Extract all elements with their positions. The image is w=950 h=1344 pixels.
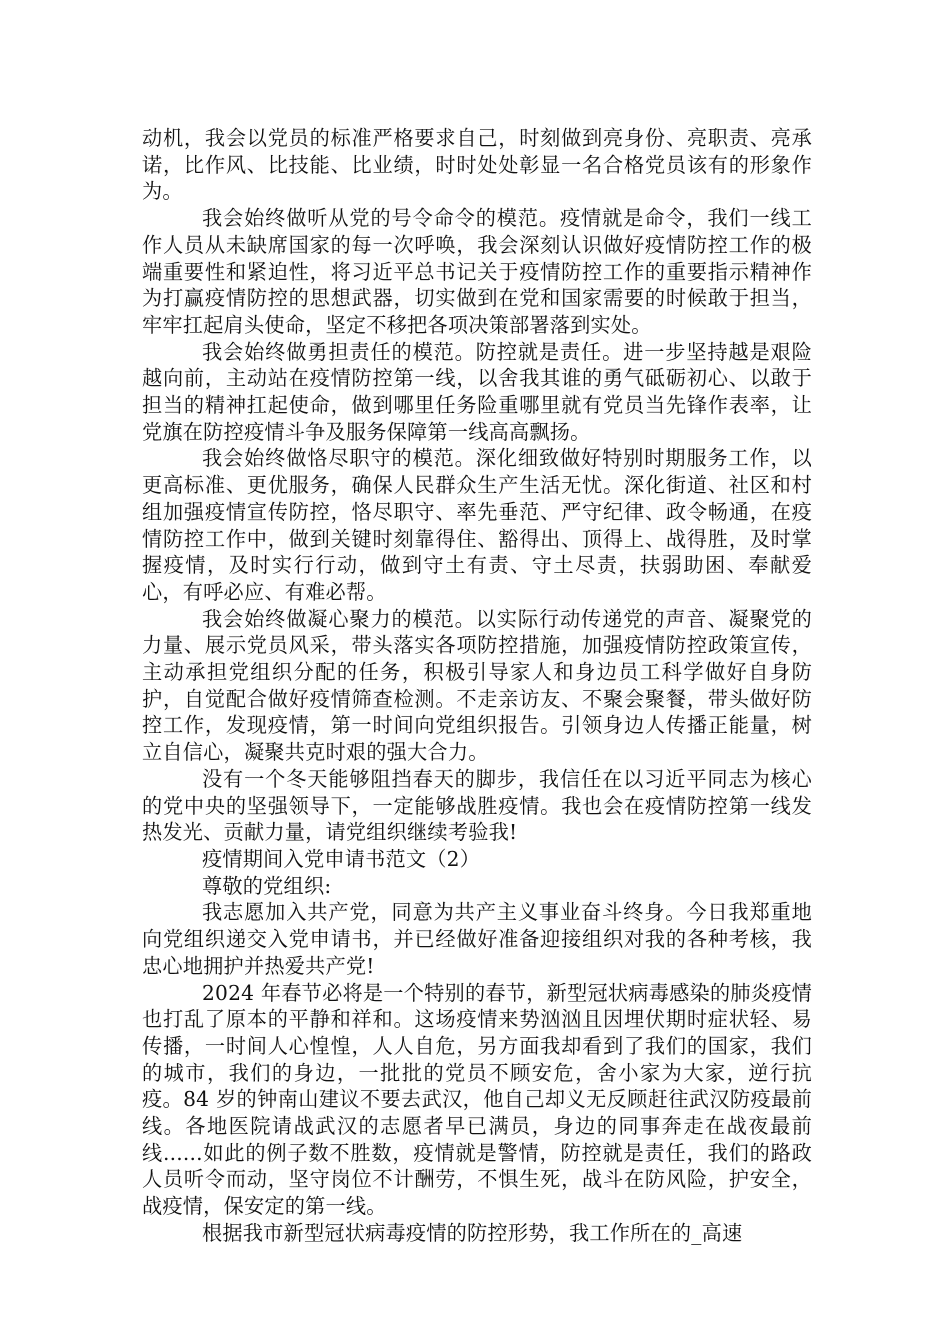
paragraph-dutiful: 我会始终做恪尽职守的模范。深化细致做好特别时期服务工作，以更高标准、更优服务，确保人民群众生产生活无忧。深化街道、社区和村组加强疫情宣传防控，恪尽职守、率先垂范、严守纪律、政令畅通，在疫情防控工作中，做到关键时刻靠得住、豁得出、顶得上、战得胜，及时掌握疫情，及时实行行动，做到守土有责、守土尽责，扶弱助困、奉献爱心，有呼必应、有难必帮。 (142, 446, 812, 604)
paragraph-unite-strength: 我会始终做凝心聚力的模范。以实际行动传递党的声音、凝聚党的力量、展示党员风采，带头落实各项防控措施，加强疫情防控政策宣传，主动承担党组织分配的任务，积极引导家人和身边员工科学做好自身防护，自觉配合做好疫情筛查检测。不走亲访友、不聚会聚餐，带头做好防控工作，发现疫情，第一时间向党组织报告。引领身边人传播正能量，树立自信心，凝聚共克时艰的强大合力。 (142, 606, 812, 765)
paragraph-obey-orders: 我会始终做听从党的号令命令的模范。疫情就是命令，我们一线工作人员从未缺席国家的每一次呼唤，我会深刻认识做好疫情防控工作的极端重要性和紧迫性，将习近平总书记关于疫情防控工作的重要指示精神作为打赢疫情防控的思想武器，切实做到在党和国家需要的时候敢于担当，牢牢扛起肩头使命，坚定不移把各项决策部署落到实处。 (142, 206, 812, 337)
salutation: 尊敬的党组织: (202, 873, 332, 898)
paragraph-take-responsibility: 我会始终做勇担责任的模范。防控就是责任。进一步坚持越是艰险越向前，主动站在疫情防控第一线，以舍我其谁的勇气砥砺初心、以敢于担当的精神扛起使命，做到哪里任务险重哪里就有党员当先锋作表率，让党旗在防控疫情斗争及服务保障第一线高高飘扬。 (142, 339, 812, 444)
paragraph-conclusion: 没有一个冬天能够阻挡春天的脚步，我信任在以习近平同志为核心的党中央的坚强领导下，一定能够战胜疫情。我也会在疫情防控第一线发热发光、贡献力量，请党组织继续考验我! (142, 766, 812, 845)
paragraph-continuation: 动机，我会以党员的标准严格要求自己，时刻做到亮身份、亮职责、亮承诺，比作风、比技能、比业绩，时时处处彰显一名合格党员该有的形象作为。 (142, 126, 812, 204)
document-body (142, 125, 812, 1247)
paragraph-spring-festival: 2024 年春节必将是一个特别的春节，新型冠状病毒感染的肺炎疫情也打乱了原本的平静和祥和。这场疫情来势汹汹且因埋伏期时症状轻、易传播，一时间人心惶惶，人人自危，另方面我却看到了我们的国家，我们的城市，我们的身边，一批批的党员不顾安危，舍小家为大家，逆行抗疫。84 岁的钟南山建议不要去武汉，他自己却义无反顾赶往武汉防疫最前线。各地医院请战武汉的志愿者早已满员，身边的同事奔走在战夜最前线......如此的例子数不胜数，疫情就是警情，防控就是责任，我们的路政人员听令而动，坚守岗位不计酬劳，不惧生死，战斗在防风险，护安全，战疫情，保安定的第一线。 (142, 980, 812, 1219)
paragraph-pledge: 我志愿加入共产党，同意为共产主义事业奋斗终身。今日我郑重地向党组织递交入党申请书，并已经做好准备迎接组织对我的各种考核，我忠心地拥护并热爱共产党! (142, 900, 812, 978)
paragraph-trailing: 根据我市新型冠状病毒疫情的防控形势，我工作所在的_高速 (202, 1220, 743, 1245)
section-title: 疫情期间入党申请书范文（2） (202, 846, 481, 871)
